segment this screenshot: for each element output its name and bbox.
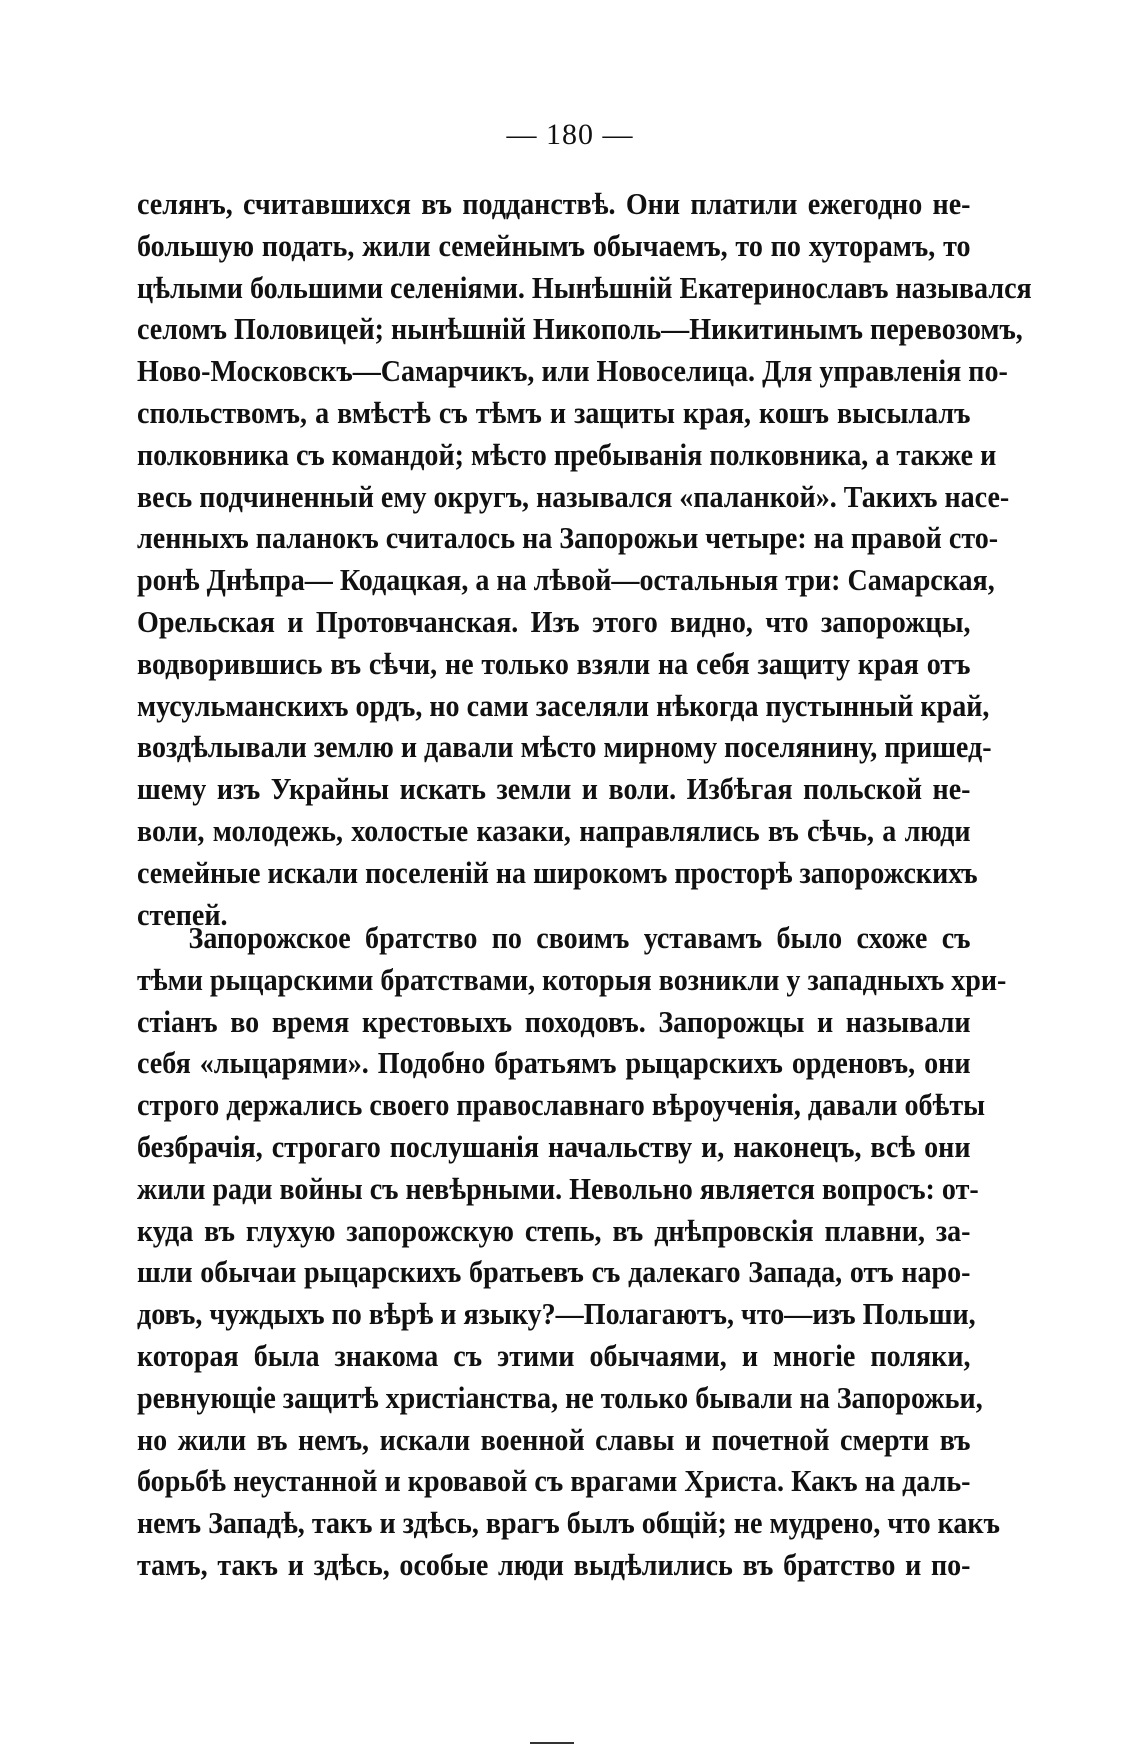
text-line: цѣлыми большими селеніями. Нынѣшній Екатеринославъ назывался [137,270,1032,305]
text-line: довъ, чуждыхъ по вѣрѣ и языку?—Полагаютъ, что—изъ Польши, [137,1297,976,1332]
text-line: воли, молодежь, холостые казаки, направлялись въ сѣчь, а люди [137,813,971,848]
text-line: куда въ глухую запорожскую степь, въ днѣпровскія плавни, за- [137,1213,971,1248]
text-line: тѣми рыцарскими братствами, которыя возникли у западныхъ хри- [137,962,1007,997]
text-line: немъ Западѣ, такъ и здѣсь, врагъ былъ общій; не мудрено, что какъ [137,1506,1000,1541]
scan-mark-divider [530,1742,574,1744]
text-line: которая была знакома съ этими обычаями, и многіе поляки, [137,1338,971,1373]
text-line: борьбѣ неустанной и кровавой съ врагами Христа. Какъ на даль- [137,1464,971,1499]
text-line: семейные искали поселеній на широкомъ просторѣ запорожскихъ [137,855,978,890]
text-line: селомъ Половицей; нынѣшній Никополь—Никитинымъ перевозомъ, [137,312,1023,347]
text-line: селянъ, считавшихся въ подданствѣ. Они платили ежегодно не- [137,187,971,221]
text-line: себя «лыцарями». Подобно братьямъ рыцарскихъ орденовъ, они [137,1046,971,1081]
text-line: степей. [137,897,228,932]
text-line: безбрачія, строгаго послушанія начальству и, наконецъ, всѣ они [137,1129,971,1164]
text-line: водворившись въ сѣчи, не только взяли на себя защиту края отъ [137,646,971,681]
text-line: воздѣлывали землю и давали мѣсто мирному поселянину, пришед- [137,730,992,765]
text-line: ревнующіе защитѣ христіанства, не только бывали на Запорожьи, [137,1380,983,1415]
text-line: спольствомъ, а вмѣстѣ съ тѣмъ и защиты края, кошъ высылалъ [137,395,971,430]
text-line: но жили въ немъ, искали военной славы и почетной смерти въ [137,1422,971,1457]
page-number: — 180 — [506,118,634,151]
text-line: строго держались своего православнаго вѣроученія, давали обѣты [137,1088,986,1123]
text-line: большую подать, жили семейнымъ обычаемъ, то по хуторамъ, то [137,228,971,263]
text-line: ронѣ Днѣпра— Кодацкая, а на лѣвой—остальныя три: Самарская, [137,563,995,598]
text-line: стіанъ во время крестовыхъ походовъ. Запорожцы и называли [137,1004,971,1039]
text-line: шли обычаи рыцарскихъ братьевъ съ далекаго Запада, отъ наро- [137,1255,971,1290]
text-line: тамъ, такъ и здѣсь, особые люди выдѣлились въ братство и по- [137,1547,971,1582]
text-line: шему изъ Украйны искать земли и воли. Избѣгая польской не- [137,772,971,807]
text-line: ленныхъ паланокъ считалось на Запорожьи четыре: на правой сто- [137,521,999,556]
paragraph-2 [137,918,1007,1587]
text-line: весь подчиненный ему округъ, назывался «паланкой». Такихъ насе- [137,479,1010,514]
paragraph-1 [137,184,1032,936]
text-line: Запорожское братство по своимъ уставамъ было схоже съ [188,921,971,955]
text-line: жили ради войны съ невѣрными. Невольно является вопросъ: от- [137,1171,979,1206]
text-line: мусульманскихъ ордъ, но сами заселяли нѣкогда пустынный край, [137,688,990,723]
text-line: Ново-Московскъ—Самарчикъ, или Новоселица. Для управленія по- [137,354,1008,389]
text-line: полковника съ командой; мѣсто пребыванія полковника, а также и [137,437,997,472]
text-line: Орельская и Протовчанская. Изъ этого видно, что запорожцы, [137,604,971,639]
